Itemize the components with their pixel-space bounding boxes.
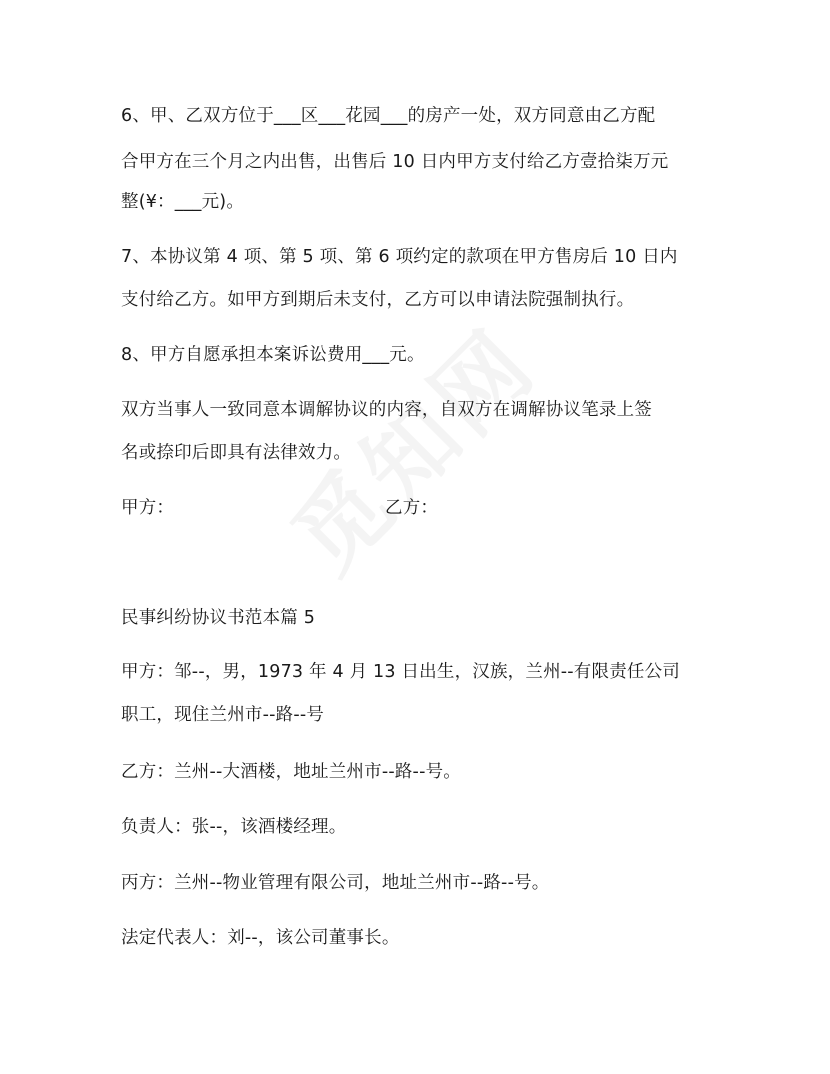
party-b-line: 乙方：兰州--大酒楼，地址兰州市--路--号。	[121, 762, 461, 782]
clause-8-line: 8、甲方自愿承担本案诉讼费用___元。	[121, 345, 425, 365]
clause-6-line-2: 合甲方在三个月之内出售，出售后 10 日内甲方支付给乙方壹拾柒万元	[121, 152, 669, 172]
validity-line-2: 名或捺印后即具有法律效力。	[121, 443, 352, 463]
party-c-representative-line: 法定代表人：刘--，该公司董事长。	[121, 928, 400, 948]
signature-party-b: 乙方：	[385, 498, 439, 518]
party-c-line: 丙方：兰州--物业管理有限公司，地址兰州市--路--号。	[121, 873, 550, 893]
party-b-manager-line: 负责人：张--，该酒楼经理。	[121, 817, 347, 837]
validity-line-1: 双方当事人一致同意本调解协议的内容，自双方在调解协议笔录上签	[121, 400, 652, 420]
party-a-line-2: 职工，现住兰州市--路--号	[121, 705, 325, 725]
clause-6-line-3: 整(¥：___元)。	[121, 192, 245, 212]
signature-party-a: 甲方：	[121, 498, 175, 518]
clause-7-line-2: 支付给乙方。如甲方到期后未支付，乙方可以申请法院强制执行。	[121, 290, 635, 310]
party-a-line-1: 甲方：邹--，男，1973 年 4 月 13 日出生，汉族，兰州--有限责任公司	[121, 662, 681, 682]
clause-6-line-1: 6、甲、乙双方位于___区___花园___的房产一处，双方同意由乙方配	[121, 106, 656, 126]
section-title: 民事纠纷协议书范本篇 5	[121, 608, 316, 628]
clause-7-line-1: 7、本协议第 4 项、第 5 项、第 6 项约定的款项在甲方售房后 10 日内	[121, 247, 678, 267]
